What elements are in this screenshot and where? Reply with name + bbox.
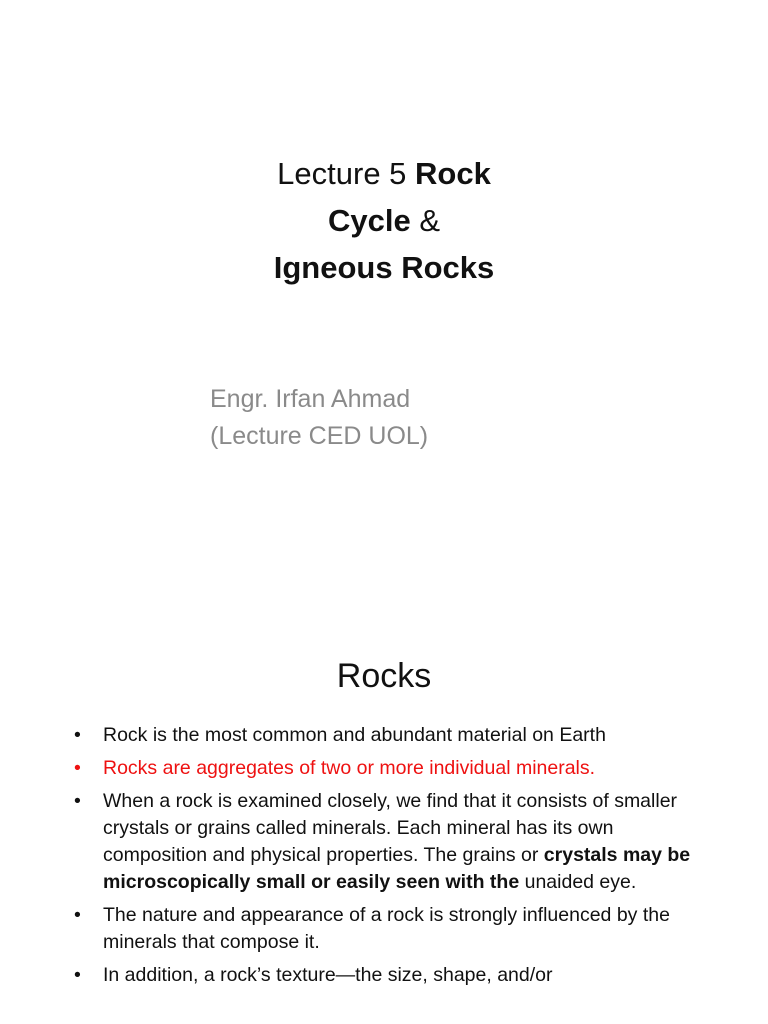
- bullet-text-end: unaided eye.: [519, 871, 637, 893]
- title-lecture-number: Lecture 5: [277, 156, 416, 191]
- title-cycle: Cycle: [327, 203, 411, 238]
- content-slide: [0, 576, 768, 1024]
- bullet-text: Rocks are aggregates of two or more individual minerals.: [103, 757, 596, 779]
- bullet-dot: •: [74, 904, 81, 926]
- bullet-list: [0, 722, 768, 995]
- title-ampersand: &: [410, 203, 441, 238]
- bullet-text-bold: crystals may be microscopically small or easily seen with the: [103, 844, 691, 893]
- title-line-2: [0, 197, 768, 244]
- title-rock: Rock: [415, 156, 491, 191]
- bullet-item: [0, 902, 768, 956]
- bullet-dot: •: [74, 724, 81, 746]
- bullet-item-highlighted: [0, 755, 768, 782]
- content-slide-title: Rocks: [336, 657, 432, 695]
- bullet-text: In addition, a rock’s texture—the size, shape, and/or: [103, 964, 553, 986]
- bullet-text: The nature and appearance of a rock is strongly influenced by the minerals that compose it.: [103, 904, 670, 953]
- author-affiliation: (Lecture CED UOL): [210, 422, 429, 450]
- bullet-text: Rock is the most common and abundant material on Earth: [103, 724, 606, 746]
- bullet-dot: •: [74, 964, 81, 986]
- bullet-dot: •: [74, 757, 81, 779]
- bullet-item: [0, 962, 768, 989]
- title-line-3: Igneous Rocks: [273, 250, 495, 285]
- bullet-item: [0, 788, 768, 896]
- bullet-text: When a rock is examined closely, we find that it consists of smaller crystals or grains called minerals. Each mineral has its own composition and physical properties. The grains or: [103, 790, 678, 866]
- title-line-1: [0, 150, 768, 197]
- bullet-dot: •: [74, 790, 81, 812]
- bullet-item: [0, 722, 768, 749]
- slide-subtitle: [210, 381, 428, 455]
- author-name: Engr. Irfan Ahmad: [210, 385, 411, 413]
- slide-title: [0, 150, 768, 291]
